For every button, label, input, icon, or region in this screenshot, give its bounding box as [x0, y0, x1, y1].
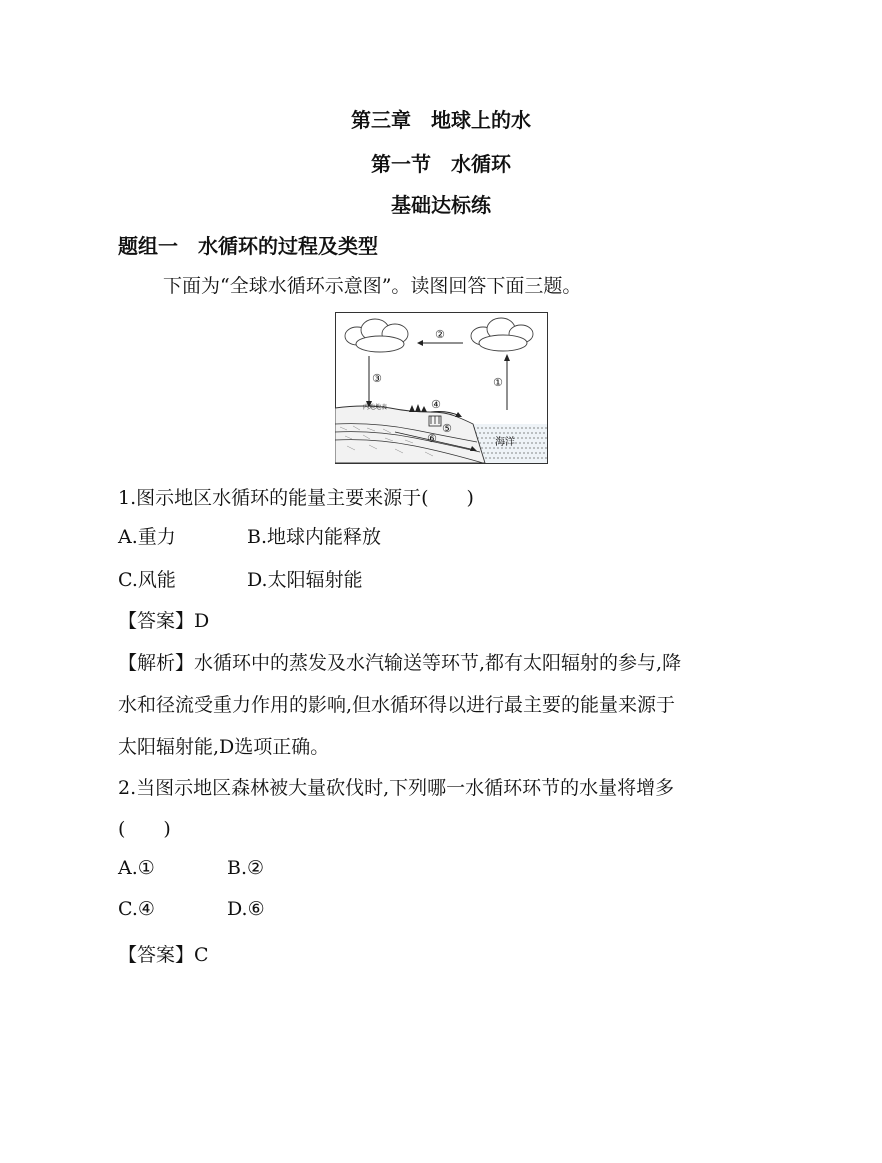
q2-stem-line-1: 2.当图示地区森林被大量砍伐时,下列哪一水循环环节的水量将增多 [118, 777, 675, 799]
q1-analysis-line-3: 太阳辐射能,D选项正确。 [118, 736, 330, 758]
q1-option-d: D.太阳辐射能 [247, 569, 363, 591]
q1-analysis-line-2: 水和径流受重力作用的影响,但水循环得以进行最主要的能量来源于 [118, 694, 676, 716]
q1-answer: 【答案】D [118, 610, 210, 632]
label-2: ② [435, 328, 445, 341]
q2-option-a: A.① [118, 857, 155, 879]
q2-option-d: D.⑥ [227, 898, 265, 920]
label-6: ⑥ [427, 432, 437, 445]
q1-option-b: B.地球内能释放 [247, 526, 382, 548]
label-3: ③ [372, 372, 382, 385]
q2-option-c: C.④ [118, 898, 155, 920]
chapter-title: 第三章 地球上的水 [351, 108, 531, 132]
land-label: 内地地表 [363, 404, 388, 411]
q2-answer: 【答案】C [118, 944, 209, 966]
section-title: 第一节 水循环 [371, 152, 511, 176]
q2-stem-line-2: ( ) [118, 818, 171, 840]
q1-option-c: C.风能 [118, 569, 176, 591]
water-cycle-diagram [335, 312, 548, 464]
q1-option-a: A.重力 [118, 526, 176, 548]
label-1: ① [493, 376, 503, 389]
label-4: ④ [431, 398, 441, 411]
label-5: ⑤ [442, 422, 452, 435]
group-title: 题组一 水循环的过程及类型 [118, 234, 378, 258]
q1-analysis-line-1: 【解析】水循环中的蒸发及水汽输送等环节,都有太阳辐射的参与,降 [118, 652, 682, 674]
subsection-title: 基础达标练 [391, 193, 491, 217]
intro-text: 下面为“全球水循环示意图”。读图回答下面三题。 [163, 275, 582, 297]
q1-stem: 1.图示地区水循环的能量主要来源于( ) [118, 487, 474, 509]
ocean-label: 海洋 [495, 437, 515, 448]
q2-option-b: B.② [227, 857, 265, 879]
